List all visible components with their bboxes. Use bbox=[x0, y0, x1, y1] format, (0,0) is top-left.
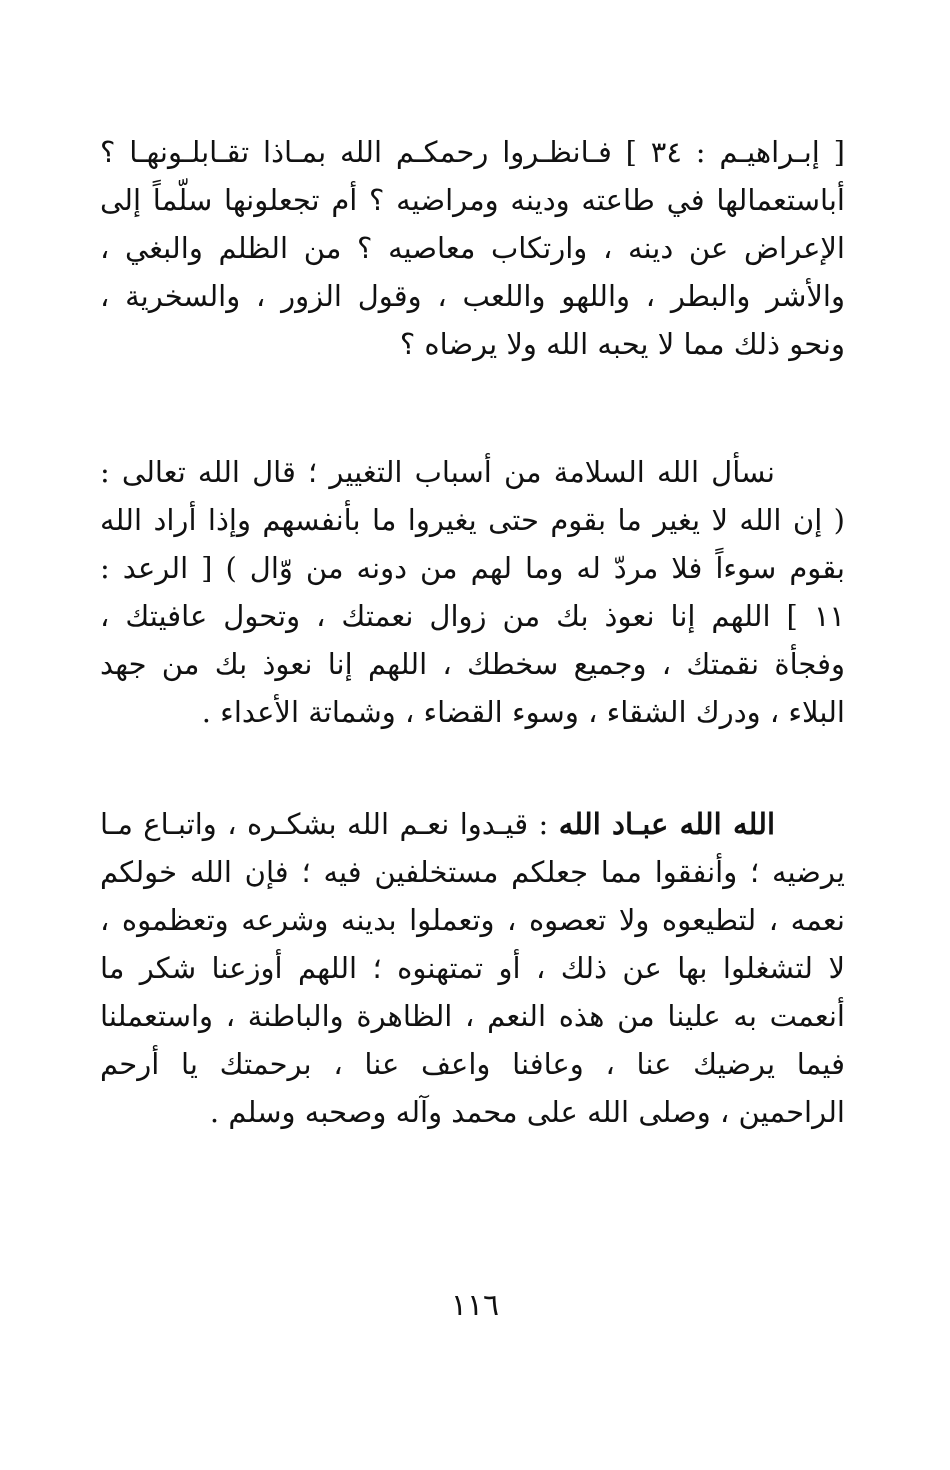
paragraph-3 bbox=[100, 800, 845, 1136]
text-line: الإعراض عن دينه ، وارتكاب معاصيه ؟ من الظلم والبغي ، bbox=[100, 231, 845, 265]
text-line: ونحو ذلك مما لا يحبه الله ولا يرضاه ؟ bbox=[399, 327, 845, 361]
text-line: وفجأة نقمتك ، وجميع سخطك ، اللهم إنا نعوذ بك من جهد bbox=[100, 647, 845, 681]
paragraph-2 bbox=[100, 448, 845, 736]
text-line: أباستعمالها في طاعته ودينه ومراضيه ؟ أم تجعلونها سلّماً إلى bbox=[100, 183, 845, 217]
text-line: فيما يرضيك عنا ، وعافنا واعف عنا ، برحمتك يا أرحم bbox=[100, 1047, 845, 1081]
text-line-rest: : قيـدوا نعـم الله بشكـره ، واتبـاع مـا bbox=[100, 807, 549, 841]
text-line: لا لتشغلوا بها عن ذلك ، أو تمتهنوه ؛ اللهم أوزعنا شكر ما bbox=[100, 951, 845, 985]
text-line: ( إن الله لا يغير ما بقوم حتى يغيروا ما بأنفسهم وإذا أراد الله bbox=[100, 503, 845, 537]
bold-lead-phrase: الله الله عبـاد الله bbox=[558, 807, 776, 841]
text-line: نسأل الله السلامة من أسباب التغيير ؛ قال الله تعالى : bbox=[100, 455, 775, 489]
text-line: الراحمين ، وصلى الله على محمد وآله وصحبه وسلم . bbox=[209, 1095, 845, 1129]
text-line: ١١ ] اللهم إنا نعوذ بك من زوال نعمتك ، وتحول عافيتك ، bbox=[100, 599, 845, 633]
text-line: يرضيه ؛ وأنفقوا مما جعلكم مستخلفين فيه ؛ فإن الله خولكم bbox=[100, 855, 845, 889]
text-line: أنعمت به علينا من هذه النعم ، الظاهرة والباطنة ، واستعملنا bbox=[100, 999, 845, 1033]
text-line: بقوم سوءاً فلا مردّ له وما لهم من دونه من وّال ) [ الرعد : bbox=[100, 551, 845, 585]
page-number: ١١٦ bbox=[450, 1288, 500, 1323]
text-line-with-lead bbox=[100, 800, 845, 848]
text-line: نعمه ، لتطيعوه ولا تعصوه ، وتعملوا بدينه وشرعه وتعظموه ، bbox=[100, 903, 845, 937]
text-line: والأشر والبطر ، واللهو واللعب ، وقول الزور ، والسخرية ، bbox=[100, 279, 845, 313]
paragraph-1 bbox=[100, 128, 845, 368]
text-line: [ إبـراهيـم : ٣٤ ] فـانظـروا رحمكـم الله بمـاذا تقـابلـونهـا ؟ bbox=[100, 135, 845, 169]
text-line: البلاء ، ودرك الشقاء ، وسوء القضاء ، وشماتة الأعداء . bbox=[201, 695, 845, 729]
